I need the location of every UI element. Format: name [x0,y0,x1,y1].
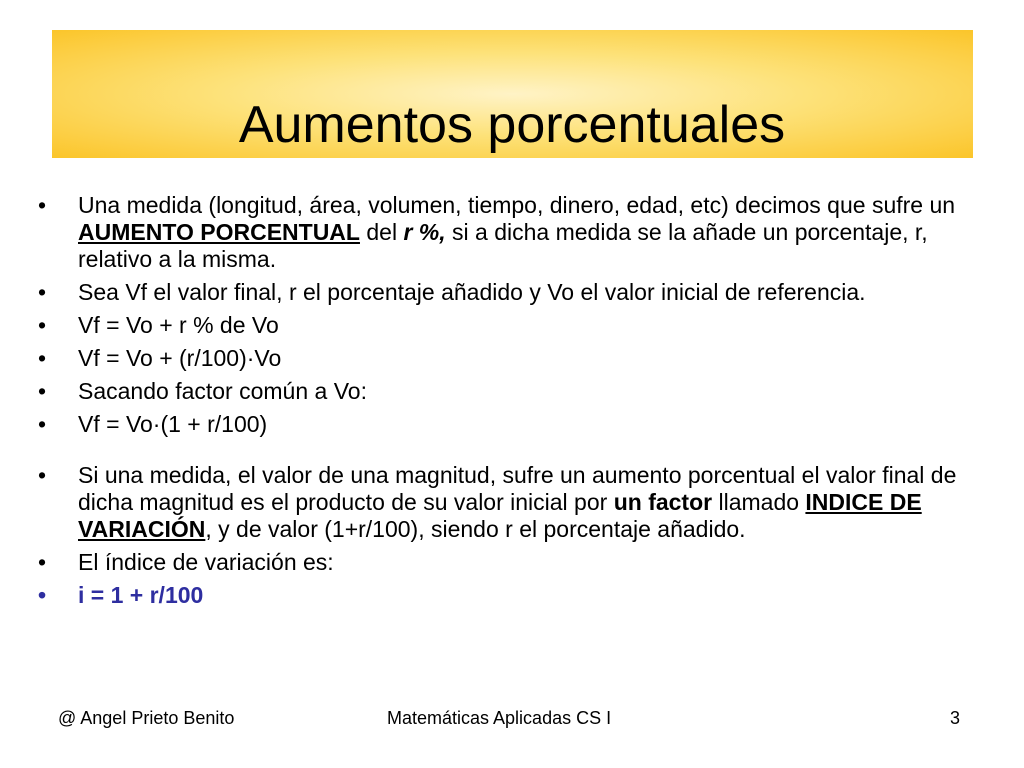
bullet-text: , y de valor (1+r/100), siendo r el porcentaje añadido. [205,516,746,542]
bullet-icon: • [38,462,47,488]
list-item [38,462,988,543]
bullet-icon: • [38,378,47,404]
list-item [38,345,988,372]
formula: Vf = Vo + r % de Vo [78,312,279,338]
formula: Vf = Vo + (r/100)·Vo [78,345,282,371]
bullet-icon: • [38,582,47,608]
footer-course: Matemáticas Aplicadas CS I [387,708,612,728]
bullet-icon: • [38,192,47,218]
bullet-text: Una medida (longitud, área, volumen, tiempo, dinero, edad, etc) decimos que sufre un [78,192,956,218]
bullet-text: si a dicha medida se la añade un porcentaje, r, relativo a la misma. [78,219,928,272]
formula: Vf = Vo·(1 + r/100) [78,411,268,437]
bullet-text: Si una medida, el valor de una magnitud, sufre un aumento porcentual el valor final de dicha magnitud es el producto de su valor inicial por [78,462,957,515]
bullet-text: llamado [712,489,806,515]
list-item [38,411,988,438]
bullet-text: Sacando factor común a Vo: [78,378,367,404]
bullet-icon: • [38,411,47,437]
formula-highlight: i = 1 + r/100 [78,582,204,608]
slide-title: Aumentos porcentuales [238,95,786,154]
list-item [38,582,988,609]
bullet-list [38,192,988,615]
list-item [38,279,988,306]
bullet-icon: • [38,345,47,371]
term-indice-de-variacion: INDICE DE VARIACIÓN [78,489,922,542]
bullet-icon: • [38,312,47,338]
list-item [38,312,988,339]
footer-page-number: 3 [950,708,961,728]
list-item [38,549,988,576]
bullet-icon: • [38,549,47,575]
bullet-icon: • [38,279,47,305]
bullet-text: del [359,219,404,245]
term-aumento-porcentual: AUMENTO PORCENTUAL [78,219,360,245]
bullet-text: Sea Vf el valor final, r el porcentaje añadido y Vo el valor inicial de referencia. [78,279,866,305]
variable-r: r %, [403,219,446,245]
list-item [38,192,988,273]
list-item [38,378,988,405]
bullet-text: El índice de variación es: [78,549,334,575]
footer-author: @ Angel Prieto Benito [58,708,235,728]
term-un-factor: un factor [613,489,713,515]
